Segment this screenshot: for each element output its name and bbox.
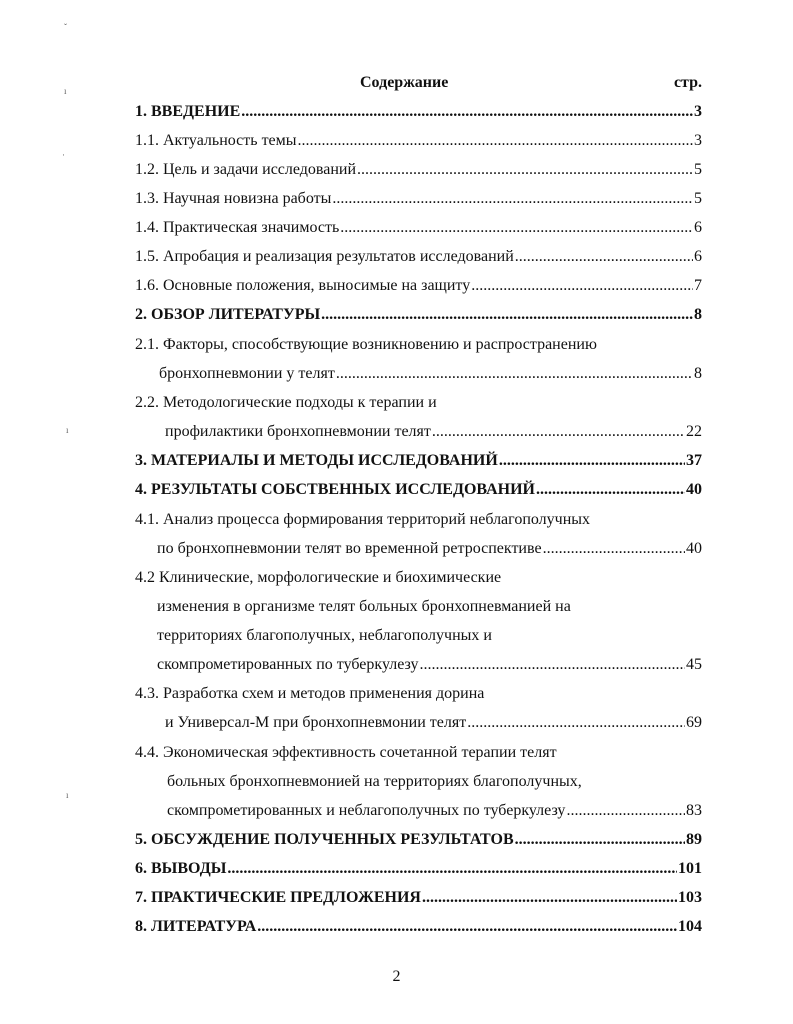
toc-entry-title: территориях благополучных, неблагополучных и <box>157 627 492 644</box>
toc-entry-page: 104 <box>678 918 702 935</box>
toc-entry <box>159 363 702 385</box>
toc-entry-title: скомпрометированных и неблагополучных по туберкулезу <box>167 802 566 819</box>
toc-entry-page: 40 <box>686 540 702 557</box>
toc-entry-title: 2. ОБЗОР ЛИТЕРАТУРЫ <box>135 306 321 323</box>
toc-entry <box>135 567 702 589</box>
toc-entry-page: 69 <box>686 714 702 731</box>
toc-entry-title: 1. ВВЕДЕНИЕ <box>135 103 241 120</box>
toc-entry-title: 4.3. Разработка схем и методов применения дорина <box>135 685 485 702</box>
toc-entry <box>167 771 702 793</box>
toc-entry-page: 22 <box>686 423 702 440</box>
dot-leader <box>420 654 685 676</box>
toc-entry <box>135 479 702 501</box>
toc-entry <box>135 509 702 531</box>
toc-entry <box>165 421 702 443</box>
toc-entry-page: 83 <box>686 802 702 819</box>
toc-entry-page: 37 <box>686 452 702 469</box>
toc-entry-title: бронхопневмонии у телят <box>159 365 335 382</box>
toc-entry-page: 101 <box>678 860 702 877</box>
toc-entry-title: 7. ПРАКТИЧЕСКИЕ ПРЕДЛОЖЕНИЯ <box>135 889 421 906</box>
toc-entry <box>135 275 702 297</box>
toc-entry-title: 5. ОБСУЖДЕНИЕ ПОЛУЧЕННЫХ РЕЗУЛЬТАТОВ <box>135 831 514 848</box>
dot-leader <box>432 421 685 443</box>
toc-entry-title: 1.2. Цель и задачи исследований <box>135 161 357 178</box>
toc-entry-title: 4.4. Экономическая эффективность сочетанной терапии телят <box>135 744 557 761</box>
toc-entry-title: 1.6. Основные положения, выносимые на защиту <box>135 277 471 294</box>
toc-entry-title: 3. МАТЕРИАЛЫ И МЕТОДЫ ИССЛЕДОВАНИЙ <box>135 452 498 469</box>
dot-leader <box>543 538 685 560</box>
toc-entry-title: 4. РЕЗУЛЬТАТЫ СОБСТВЕННЫХ ИССЛЕДОВАНИЙ <box>135 481 535 498</box>
toc-entry-title: 1.4. Практическая значимость <box>135 219 340 236</box>
dot-leader <box>227 858 677 880</box>
toc-entry-page: 45 <box>686 656 702 673</box>
dot-leader <box>566 800 685 822</box>
toc-entry-title: изменения в организме телят больных бронхопневманией на <box>157 598 571 615</box>
dot-leader <box>422 887 677 909</box>
toc-entry-page: 5 <box>694 161 702 178</box>
toc-entry <box>135 683 702 705</box>
toc-entry <box>135 887 702 909</box>
toc-entry-page: 89 <box>686 831 702 848</box>
toc-entry <box>135 246 702 268</box>
toc-entry-page: 103 <box>678 889 702 906</box>
dot-leader <box>499 450 685 472</box>
toc-entry <box>135 392 702 414</box>
toc-entry-page: 40 <box>686 481 702 498</box>
toc-entry <box>167 800 702 822</box>
scan-speck: ı <box>66 790 69 800</box>
dot-leader <box>471 275 693 297</box>
toc-entry <box>135 101 702 123</box>
dot-leader <box>515 246 693 268</box>
toc-entry-title: 6. ВЫВОДЫ <box>135 860 227 877</box>
toc-entry <box>135 334 702 356</box>
dot-leader <box>357 159 693 181</box>
toc-entry-title: скомпрометированных по туберкулезу <box>157 656 419 673</box>
toc-entry <box>135 130 702 152</box>
toc-entry-title: 1.1. Актуальность темы <box>135 132 297 149</box>
toc-entry <box>157 596 702 618</box>
toc-entry-title: по бронхопневмонии телят во временной ретроспективе <box>157 540 542 557</box>
toc-header <box>135 74 702 96</box>
toc-entry <box>135 217 702 239</box>
toc-entry-page: 3 <box>694 103 702 120</box>
toc-entry-title: профилактики бронхопневмонии телят <box>165 423 431 440</box>
toc-entry <box>135 829 702 851</box>
toc-entry-title: 4.1. Анализ процесса формирования территорий неблагополучных <box>135 511 591 528</box>
dot-leader <box>298 130 693 152</box>
toc-entry-title: 2.2. Методологические подходы к терапии и <box>135 394 437 411</box>
page-number: 2 <box>392 968 401 985</box>
toc-entry-page: 6 <box>694 248 702 265</box>
dot-leader <box>257 916 677 938</box>
dot-leader <box>332 188 693 210</box>
toc-entry <box>135 304 702 326</box>
dot-leader <box>336 363 693 385</box>
toc-entry <box>157 625 702 647</box>
dot-leader <box>321 304 693 326</box>
toc-entry-page: 7 <box>694 277 702 294</box>
page-column-label: стр. <box>673 74 702 91</box>
toc-entry-title: больных бронхопневмонией на территориях благополучных, <box>167 773 582 790</box>
toc-entry-title: и Универсал-М при бронхопневмонии телят <box>165 714 467 731</box>
dot-leader <box>241 101 693 123</box>
toc-entry-page: 6 <box>694 219 702 236</box>
dot-leader <box>536 479 685 501</box>
toc-entry <box>165 712 702 734</box>
toc-entry-title: 1.5. Апробация и реализация результатов исследований <box>135 248 514 265</box>
toc-entry-page: 3 <box>694 132 702 149</box>
toc-entry-title: 2.1. Факторы, способствующие возникновению и распространению <box>135 336 597 353</box>
dot-leader <box>515 829 685 851</box>
scan-speck: ı <box>66 425 69 435</box>
toc-entry <box>135 159 702 181</box>
toc-entry <box>135 188 702 210</box>
toc-entry <box>135 916 702 938</box>
toc-entry-title: 1.3. Научная новизна работы <box>135 190 332 207</box>
scan-speck: ˇ <box>64 22 67 32</box>
toc-title: Содержание <box>360 74 449 91</box>
scan-speck: ı <box>64 86 67 96</box>
toc-entry-title: 8. ЛИТЕРАТУРА <box>135 918 257 935</box>
toc-entry <box>135 450 702 472</box>
scan-speck: · <box>62 150 65 160</box>
toc-entry <box>135 742 702 764</box>
toc-entry-page: 5 <box>694 190 702 207</box>
toc-entry <box>135 858 702 880</box>
toc-entry <box>157 654 702 676</box>
dot-leader <box>467 712 685 734</box>
toc-entry <box>157 538 702 560</box>
toc-entry-page: 8 <box>694 306 702 323</box>
toc-entry-page: 8 <box>694 365 702 382</box>
dot-leader <box>340 217 693 239</box>
toc-entry-title: 4.2 Клинические, морфологические и биохимические <box>135 569 502 586</box>
